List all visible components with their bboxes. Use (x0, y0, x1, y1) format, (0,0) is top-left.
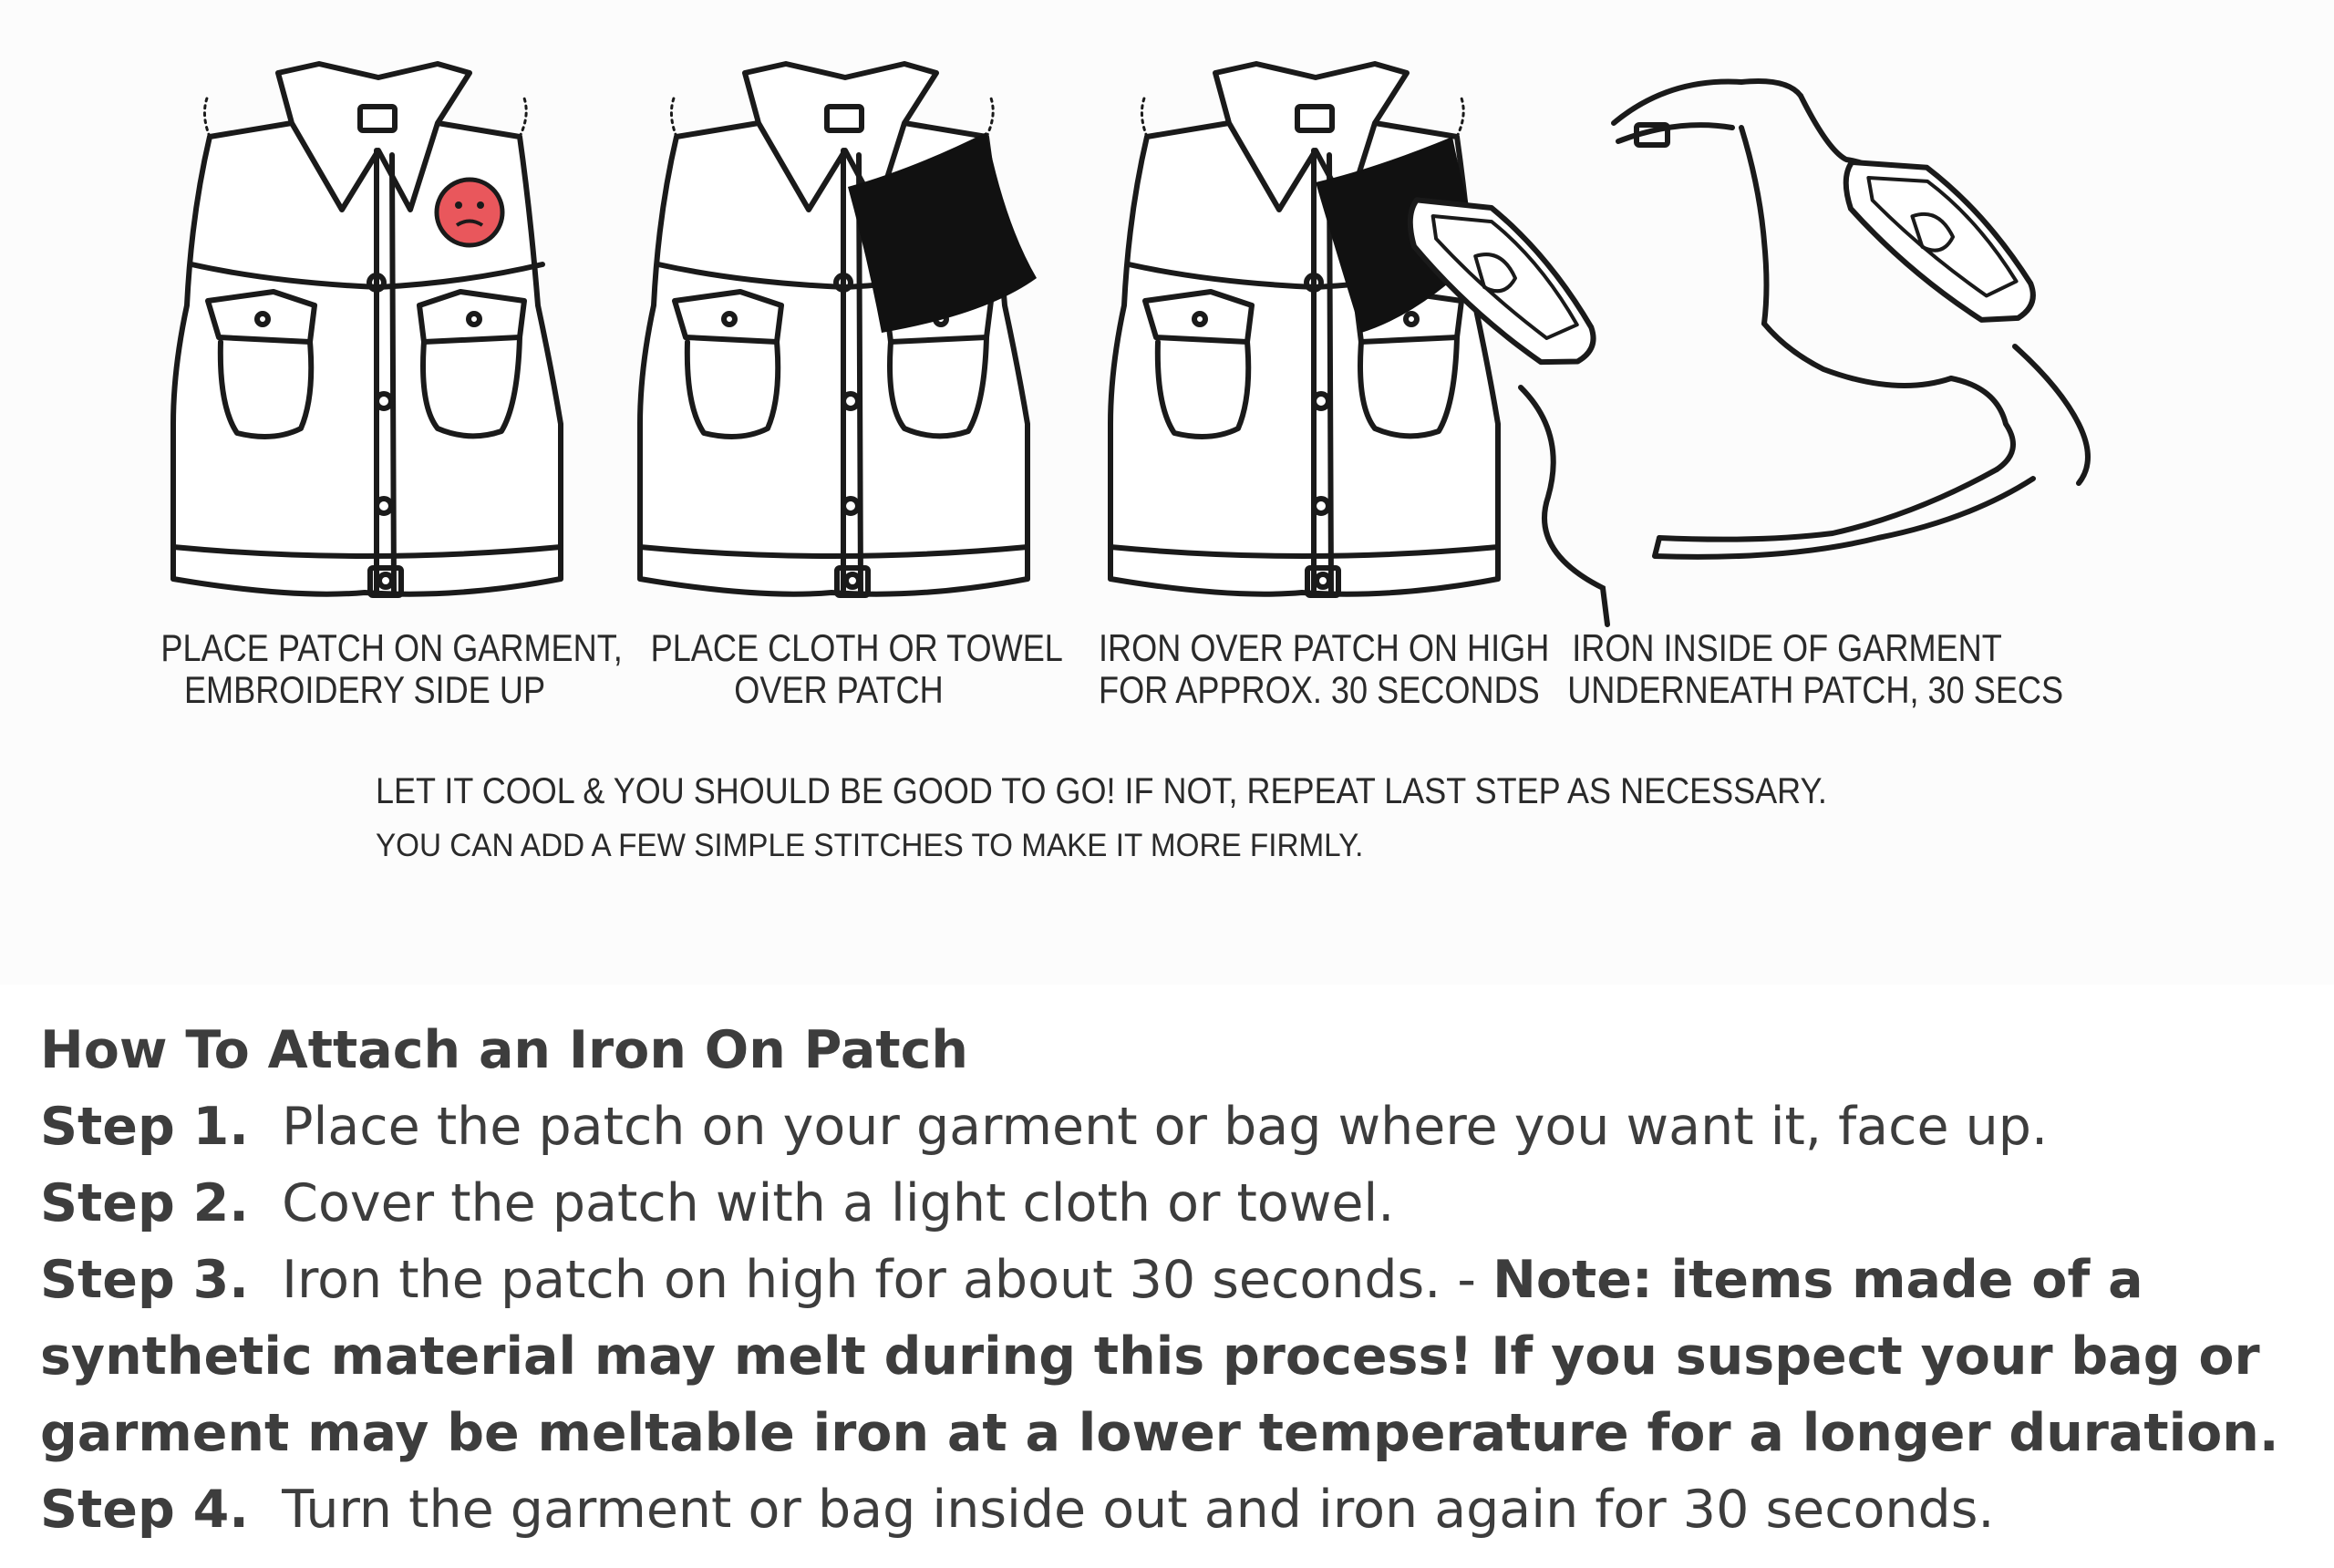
instructions-title: How To Attach an Iron On Patch (40, 1020, 968, 1080)
caption-step-1 (160, 626, 623, 711)
caption-line: IRON INSIDE OF GARMENT (1572, 626, 2002, 669)
panel-3-vest (1110, 64, 1607, 624)
synthetic-material-warning: Note: items made of a synthetic material may melt during this process! If you suspect your bag or garment may be meltable iron at a lower temperature for a longer duration. (40, 1250, 2279, 1463)
caption-line: IRON OVER PATCH ON HIGH (1099, 626, 1550, 669)
step-text: Turn the garment or bag inside out and iron again for 30 seconds. (282, 1480, 1995, 1540)
caption-step-4 (1567, 626, 2064, 711)
step-text: Cover the patch with a light cloth or towel. (282, 1173, 1395, 1233)
caption-line: UNDERNEATH PATCH, 30 SECS (1567, 668, 2064, 711)
step-2 (40, 1165, 2301, 1242)
step-1 (40, 1088, 2301, 1165)
step-4 (40, 1471, 2301, 1548)
caption-step-3 (1099, 626, 1550, 711)
panel-4-garment (1614, 81, 2088, 557)
step-text: Iron the patch on high for about 30 seconds. - (282, 1250, 1493, 1310)
step-label: Step 3. (40, 1250, 249, 1310)
step-label: Step 4. (40, 1480, 249, 1540)
iron-inside-icon (1842, 135, 2037, 344)
caption-line: EMBROIDERY SIDE UP (183, 668, 546, 711)
stitch-tip: YOU CAN ADD A FEW SIMPLE STITCHES TO MAKE IT MORE FIRMLY. (376, 828, 1364, 863)
patch-icon (437, 180, 502, 245)
caption-line: OVER PATCH (734, 668, 944, 711)
step-text: Place the patch on your garment or bag where you want it, face up. (282, 1097, 2049, 1157)
caption-line: FOR APPROX. 30 SECONDS (1099, 668, 1540, 711)
caption-step-2 (650, 626, 1063, 711)
step-label: Step 1. (40, 1097, 249, 1157)
panel-1-vest (173, 64, 561, 595)
step-3 (40, 1242, 2301, 1471)
caption-line: PLACE CLOTH OR TOWEL (650, 626, 1063, 669)
cool-down-tip: LET IT COOL & YOU SHOULD BE GOOD TO GO! IF NOT, REPEAT LAST STEP AS NECESSARY. (376, 771, 1827, 811)
step-label: Step 2. (40, 1173, 249, 1233)
panel-2-vest (640, 64, 1037, 595)
instructions-text (40, 1012, 2301, 1548)
caption-line: PLACE PATCH ON GARMENT, (160, 626, 623, 669)
